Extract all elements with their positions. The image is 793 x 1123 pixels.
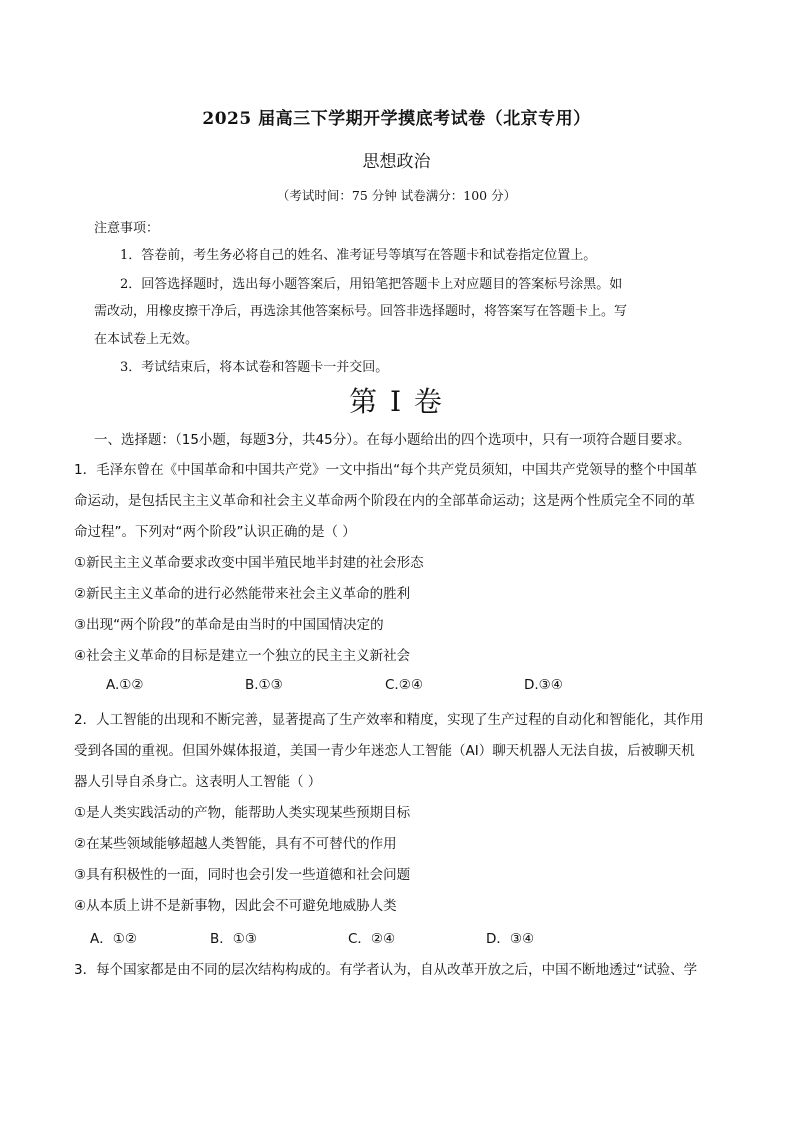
question-stem-line: 命过程”。下列对“两个阶段”认识正确的是（ ） bbox=[74, 524, 356, 540]
statement: ③具有积极性的一面，同时也会引发一些道德和社会问题 bbox=[74, 867, 411, 883]
question-stem-line: 命运动，是包括民主主义革命和社会主义革命两个阶段在内的全部革命运动；这是两个性质完全不同的革 bbox=[74, 493, 695, 509]
statement: ①新民主主义革命要求改变中国半殖民地半封建的社会形态 bbox=[74, 555, 424, 571]
notice-item: 需改动，用橡皮擦干净后，再选涂其他答案标号。回答非选择题时，将答案写在答题卡上。写 bbox=[94, 304, 628, 319]
option-b: B．①③ bbox=[210, 931, 257, 947]
option-b: B.①③ bbox=[245, 677, 283, 693]
section-heading: 一、选择题：（15小题，每题3分，共45分）。在每小题给出的四个选项中，只有一项符合题目要求。 bbox=[94, 432, 691, 448]
question-stem-line: 1．毛泽东曾在《中国革命和中国共产党》一文中指出“每个共产党员须知，中国共产党领导的整个中国革 bbox=[74, 462, 698, 478]
question-stem-line: 器人引导自杀身亡。这表明人工智能（ ） bbox=[74, 774, 322, 790]
part-title: 第 I 卷 bbox=[349, 385, 444, 418]
statement: ②新民主主义革命的进行必然能带来社会主义革命的胜利 bbox=[74, 586, 411, 602]
option-a: A.①② bbox=[106, 677, 144, 693]
option-a: A．①② bbox=[90, 931, 137, 947]
option-d: D．③④ bbox=[486, 931, 535, 947]
notice-item: 2．回答选择题时，选出每小题答案后，用铅笔把答题卡上对应题目的答案标号涂黑。如 bbox=[120, 277, 623, 292]
question-stem-line: 2．人工智能的出现和不断完善，显著提高了生产效率和精度，实现了生产过程的自动化和智能化，其作用 bbox=[74, 712, 704, 728]
notice-item: 在本试卷上无效。 bbox=[94, 332, 199, 347]
option-d: D.③④ bbox=[524, 677, 563, 693]
question-stem-line: 3．每个国家都是由不同的层次结构构成的。有学者认为，自从改革开放之后，中国不断地透过“试验、学 bbox=[74, 962, 698, 978]
exam-title: 2025 届高三下学期开学摸底考试卷（北京专用） bbox=[202, 109, 591, 129]
notice-item: 3．考试结束后，将本试卷和答题卡一并交回。 bbox=[120, 360, 389, 375]
statement: ①是人类实践活动的产物，能帮助人类实现某些预期目标 bbox=[74, 805, 411, 821]
statement: ②在某些领域能够超越人类智能，具有不可替代的作用 bbox=[74, 836, 397, 852]
notice-item: 1．答卷前，考生务必将自己的姓名、准考证号等填写在答题卡和试卷指定位置上。 bbox=[120, 248, 597, 263]
statement: ③出现“两个阶段”的革命是由当时的中国国情决定的 bbox=[74, 617, 384, 633]
question-stem-line: 受到各国的重视。但国外媒体报道，美国一青少年迷恋人工智能（AI）聊天机器人无法自拔，后被聊天机 bbox=[74, 743, 695, 759]
exam-info: （考试时间：75 分钟 试卷满分：100 分） bbox=[276, 188, 517, 203]
statement: ④社会主义革命的目标是建立一个独立的民主主义新社会 bbox=[74, 648, 411, 664]
notice-heading: 注意事项： bbox=[94, 221, 160, 236]
subject-title: 思想政治 bbox=[362, 152, 431, 172]
option-c: C.②④ bbox=[385, 677, 423, 693]
statement: ④从本质上讲不是新事物，因此会不可避免地威胁人类 bbox=[74, 898, 397, 914]
option-c: C．②④ bbox=[348, 931, 396, 947]
